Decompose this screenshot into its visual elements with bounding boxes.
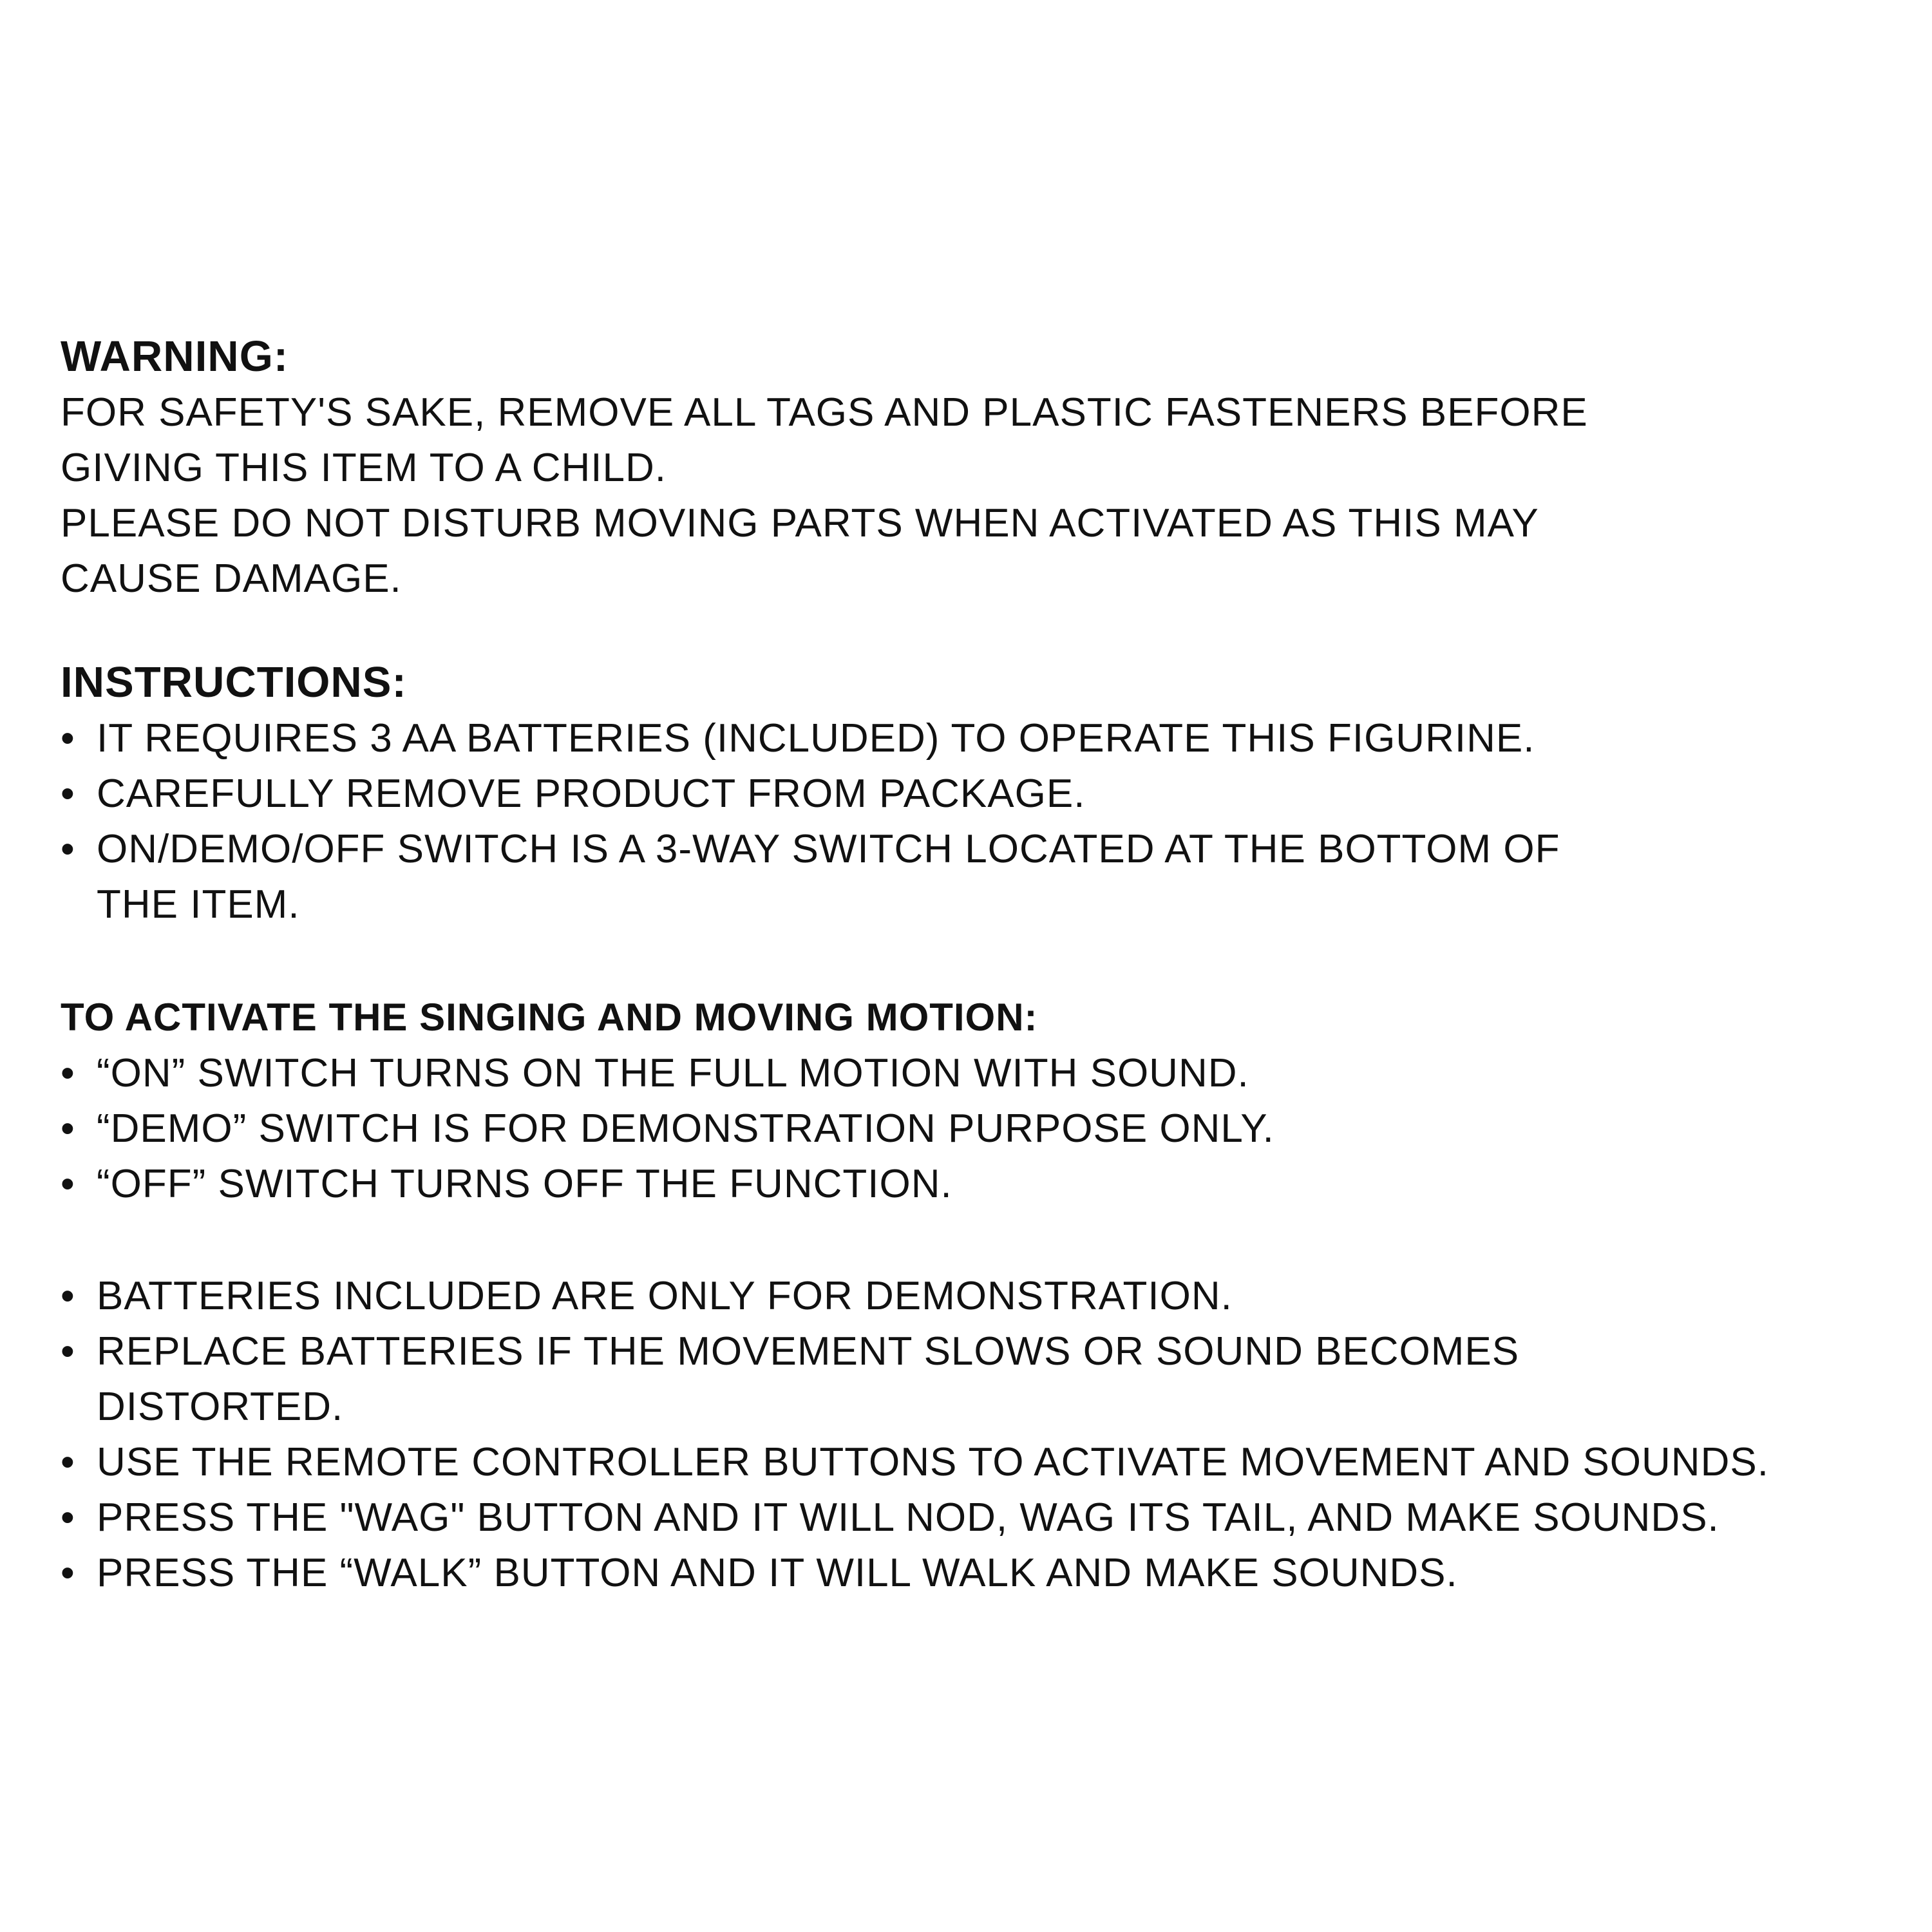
instructions-list [61,711,1915,933]
list-item [61,711,1915,766]
bullet-icon: • [61,716,75,761]
list-item [61,1324,1915,1435]
list-item-text: “DEMO” SWITCH IS FOR DEMONSTRATION PURPOSE ONLY. [97,1106,1274,1151]
warning-paragraph: PLEASE DO NOT DISTURB MOVING PARTS WHEN ACTIVATED AS THIS MAY CAUSE DAMAGE. [61,501,1539,601]
list-item [61,822,1915,933]
list-item [61,766,1915,822]
bullet-icon: • [61,827,75,871]
list-item [61,1490,1915,1546]
bullet-icon: • [61,1106,75,1151]
list-item-text: CAREFULLY REMOVE PRODUCT FROM PACKAGE. [97,772,1086,816]
instructions-section [61,654,1915,933]
list-item-text: “OFF” SWITCH TURNS OFF THE FUNCTION. [97,1162,952,1206]
bullet-icon: • [61,1440,75,1484]
list-item [61,1546,1915,1601]
bullet-icon: • [61,1551,75,1595]
list-item-text: PRESS THE “WALK” BUTTON AND IT WILL WALK AND MAKE SOUNDS. [97,1551,1458,1595]
section-spacer [61,607,1915,654]
list-item-text: REPLACE BATTERIES IF THE MOVEMENT SLOWS OR SOUND BECOMES DISTORTED. [97,1329,1520,1429]
warning-heading: WARNING: [61,332,289,381]
instruction-sheet [61,328,1915,1601]
list-item-text: ON/DEMO/OFF SWITCH IS A 3-WAY SWITCH LOCATED AT THE BOTTOM OF THE ITEM. [97,827,1560,927]
instructions-heading: INSTRUCTIONS: [61,658,407,706]
warning-paragraph: FOR SAFETY'S SAKE, REMOVE ALL TAGS AND PLASTIC FASTENERS BEFORE GIVING THIS ITEM TO A CHILD. [61,390,1588,490]
batteries-list [61,1269,1915,1601]
bullet-icon: • [61,1051,75,1095]
bullet-icon: • [61,1162,75,1206]
bullet-icon: • [61,1329,75,1374]
activate-heading: TO ACTIVATE THE SINGING AND MOVING MOTION: [61,996,1038,1039]
list-item-text: USE THE REMOTE CONTROLLER BUTTONS TO ACTIVATE MOVEMENT AND SOUNDS. [97,1440,1769,1484]
list-item [61,1269,1915,1324]
section-spacer [61,933,1915,989]
list-item-text: IT REQUIRES 3 AA BATTERIES (INCLUDED) TO OPERATE THIS FIGURINE. [97,716,1535,761]
bullet-icon: • [61,1495,75,1540]
batteries-section [61,1269,1915,1601]
list-item [61,1046,1915,1101]
list-item-text: “ON” SWITCH TURNS ON THE FULL MOTION WITH SOUND. [97,1051,1249,1095]
warning-section [61,328,1915,607]
list-item [61,1435,1915,1490]
list-item-text: PRESS THE "WAG" BUTTON AND IT WILL NOD, WAG ITS TAIL, AND MAKE SOUNDS. [97,1495,1719,1540]
activate-list [61,1046,1915,1212]
list-item [61,1101,1915,1157]
bullet-icon: • [61,1274,75,1318]
list-item-text: BATTERIES INCLUDED ARE ONLY FOR DEMONSTRATION. [97,1274,1233,1318]
section-spacer [61,1212,1915,1269]
bullet-icon: • [61,772,75,816]
activate-section [61,989,1915,1212]
list-item [61,1157,1915,1212]
